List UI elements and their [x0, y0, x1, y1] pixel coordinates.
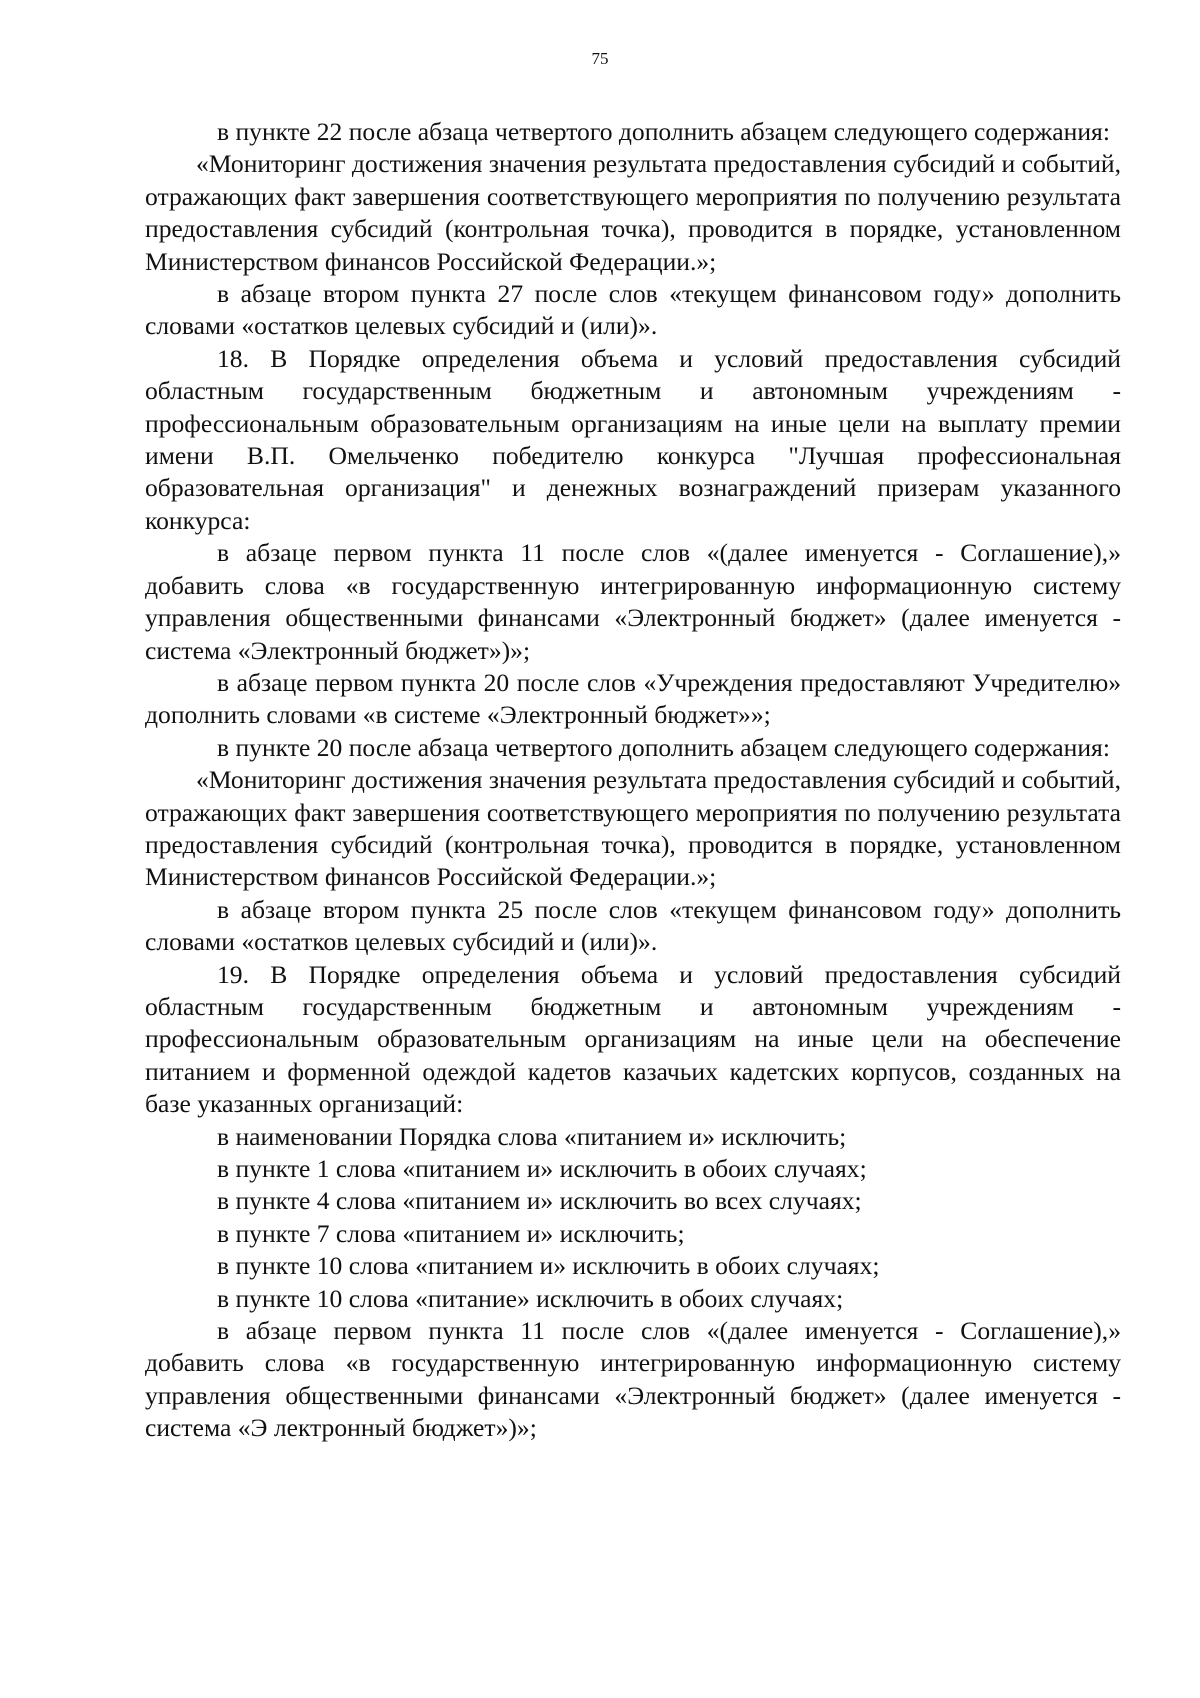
paragraph: в абзаце первом пункта 11 после слов «(далее именуется - Соглашение),» добавить слова «в государственную интегрированную информационную систему управления общественными финансами «Электронный бюджет» (далее именуется - система «Электронный бюджет»)»; — [145, 538, 1121, 665]
paragraph: в абзаце втором пункта 25 после слов «текущем финансовом году» дополнить словами «остатков целевых субсидий и (или)». — [145, 894, 1121, 957]
paragraph: в пункте 7 слова «питанием и» исключить; — [217, 1218, 685, 1248]
paragraph: в пункте 10 слова «питание» исключить в обоих случаях; — [217, 1283, 844, 1313]
paragraph: в абзаце первом пункта 20 после слов «Учреждения предоставляют Учредителю» дополнить словами «в системе «Электронный бюджет»»; — [145, 667, 1121, 730]
page-number: 75 — [591, 49, 609, 68]
quoted-paragraph: «Мониторинг достижения значения результата предоставления субсидий и событий, отражающих факт завершения соответствующего мероприятия по получению результата предоставления субсидий (контрольная точка), проводится в порядке, установленном Министерством финансов Российской Федерации.»; — [145, 149, 1121, 276]
quoted-paragraph: «Мониторинг достижения значения результата предоставления субсидий и событий, отражающих факт завершения соответствующего мероприятия по получению результата предоставления субсидий (контрольная точка), проводится в порядке, установленном Министерством финансов Российской Федерации.»; — [145, 765, 1121, 892]
paragraph: 18. В Порядке определения объема и условий предоставления субсидий областным государственным бюджетным и автономным учреждениям - профессиональным образовательным организациям на иные цели на выплату премии имени В.П. Омельченко победителю конкурса "Лучшая профессиональная образовательная организация" и денежных вознаграждений призерам указанного конкурса: — [145, 343, 1121, 535]
paragraph: в наименовании Порядка слова «питанием и» исключить; — [217, 1121, 847, 1151]
paragraph: в пункте 22 после абзаца четвертого дополнить абзацем следующего содержания: — [217, 117, 1110, 146]
paragraph: в пункте 20 после абзаца четвертого дополнить абзацем следующего содержания: — [217, 732, 1110, 762]
paragraph: в абзаце втором пункта 27 после слов «текущем финансовом году» дополнить словами «остатков целевых субсидий и (или)». — [145, 279, 1121, 341]
paragraph: в пункте 1 слова «питанием и» исключить в обоих случаях; — [217, 1154, 867, 1183]
paragraph: в пункте 4 слова «питанием и» исключить во всех случаях; — [217, 1186, 862, 1216]
paragraph: в абзаце первом пункта 11 после слов «(далее именуется - Соглашение),» добавить слова «в государственную интегрированную информационную систему управления общественными финансами «Электронный бюджет» (далее именуется - система «Э лектронный бюджет»)»; — [145, 1316, 1121, 1443]
document-body — [145, 116, 1121, 1445]
paragraph: 19. В Порядке определения объема и условий предоставления субсидий областным государственным бюджетным и автономным учреждениям - профессиональным образовательным организациям на иные цели на обеспечение питанием и форменной одеждой кадетов казачьих кадетских корпусов, созданных на базе указанных организаций: — [145, 959, 1121, 1119]
paragraph: в пункте 10 слова «питанием и» исключить в обоих случаях; — [217, 1251, 880, 1281]
